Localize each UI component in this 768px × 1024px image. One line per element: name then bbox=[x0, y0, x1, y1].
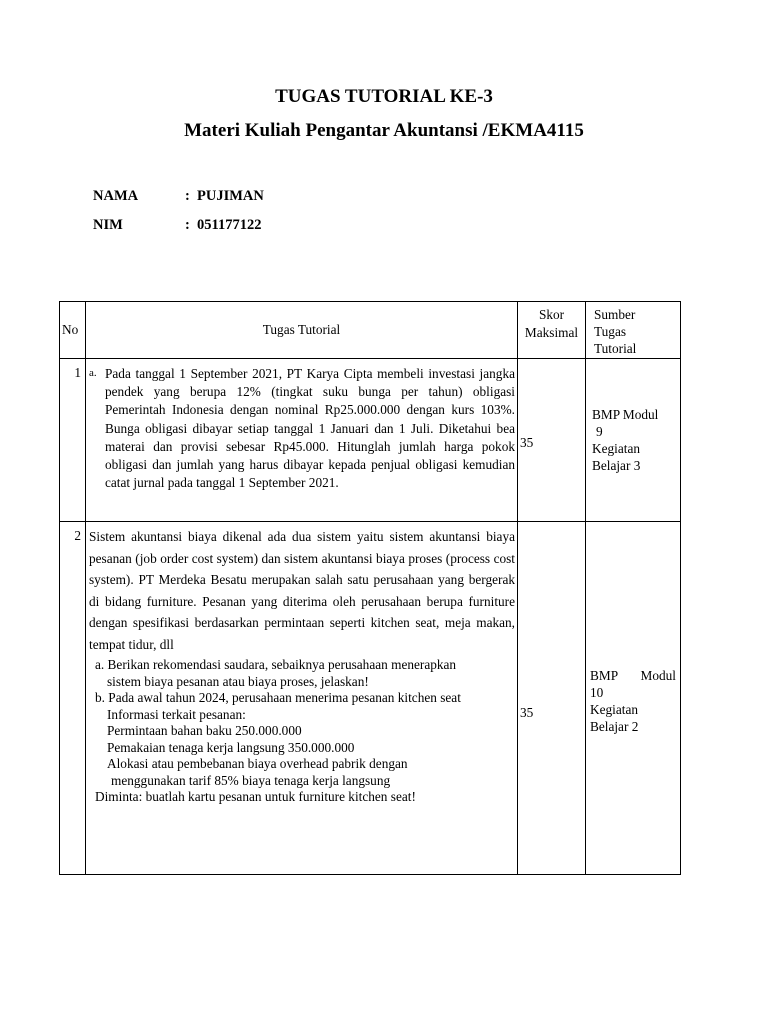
source-word: Modul bbox=[640, 668, 676, 683]
row-skor: 35 bbox=[518, 359, 586, 522]
task-items bbox=[89, 657, 515, 806]
item-b-line: Informasi terkait pesanan: bbox=[107, 706, 246, 722]
row-number: 1 bbox=[60, 359, 86, 522]
name-separator: : bbox=[185, 188, 190, 204]
header-source-line2: Tugas bbox=[594, 324, 627, 339]
header-skor-line2: Maksimal bbox=[524, 325, 579, 340]
row-task bbox=[86, 359, 518, 522]
table-header-row bbox=[60, 302, 681, 359]
task-intro: Sistem akuntansi biaya dikenal ada dua sistem yaitu sistem akuntansi biaya pesanan (job order cost system) dan sistem akuntansi biaya proses (process cost system). PT Merdeka Besatu merupakan salah satu perusahaan yang bergerak di bidang furniture. Pesanan yang diterima oleh perusahaan berupa furniture dengan spesifikasi berdasarkan permintaan seperti kitchen seat, meja makan, tempat tidur, dll bbox=[89, 529, 515, 652]
row-number: 2 bbox=[60, 522, 86, 875]
student-nim-line bbox=[93, 217, 261, 234]
row-source bbox=[586, 359, 681, 522]
nim-label: NIM bbox=[93, 217, 123, 233]
source-line bbox=[590, 667, 680, 684]
header-source bbox=[586, 302, 681, 359]
header-no: No bbox=[60, 302, 86, 359]
item-b-line: b. Pada awal tahun 2024, perusahaan menerima pesanan kitchen seat bbox=[95, 690, 461, 705]
table-row bbox=[60, 522, 681, 875]
item-a-line: a. Berikan rekomendasi saudara, sebaiknya perusahaan menerapkan bbox=[95, 657, 457, 672]
source-line: Kegiatan bbox=[592, 441, 640, 456]
document-subtitle: Materi Kuliah Pengantar Akuntansi /EKMA4115 bbox=[184, 120, 584, 141]
row-skor: 35 bbox=[518, 522, 586, 875]
nim-value: 051177122 bbox=[197, 217, 262, 233]
header-skor bbox=[518, 302, 586, 359]
source-line: 9 bbox=[596, 424, 603, 439]
header-source-line1: Sumber bbox=[594, 307, 636, 322]
row-task bbox=[86, 522, 518, 875]
row-source bbox=[586, 522, 681, 875]
source-line: Belajar 3 bbox=[592, 458, 641, 473]
header-task: Tugas Tutorial bbox=[86, 302, 518, 359]
source-line: BMP Modul bbox=[592, 407, 659, 422]
source-word: BMP bbox=[590, 668, 619, 683]
item-a-line: sistem biaya pesanan atau biaya proses, jelaskan! bbox=[107, 673, 369, 689]
student-name-line bbox=[93, 188, 264, 205]
header-source-line3: Tutorial bbox=[594, 341, 637, 356]
name-label: NAMA bbox=[93, 188, 139, 204]
item-b-line: Pemakaian tenaga kerja langsung 350.000.000 bbox=[107, 739, 355, 755]
source-line: Belajar 2 bbox=[590, 719, 639, 734]
table-row bbox=[60, 359, 681, 522]
header-skor-line1: Skor bbox=[538, 307, 565, 322]
source-line: 10 bbox=[590, 685, 604, 700]
task-text: Pada tanggal 1 September 2021, PT Karya Cipta membeli investasi jangka pendek yang berupa 12% (tingkat suku bunga per tahun) obligasi Pemerintah Indonesia dengan nominal Rp25.000.000 dengan kurs 103%. Bunga obligasi dibayar setiap tanggal 1 Januari dan 1 Juli. Diketahui bea materai dan provisi sebesar Rp45.000. Hitunglah jumlah harga pokok obligasi dan jumlah yang harus dibayar kepada penjual obligasi kemudian catat jurnal pada tanggal 1 September 2021. bbox=[105, 366, 515, 491]
item-marker: a. bbox=[89, 367, 97, 379]
item-b-line: Alokasi atau pembebanan biaya overhead pabrik dengan bbox=[107, 756, 408, 771]
item-b-line: Permintaan bahan baku 250.000.000 bbox=[107, 723, 302, 738]
item-b-line: menggunakan tarif 85% biaya tenaga kerja langsung bbox=[111, 772, 391, 788]
task-closing: Diminta: buatlah kartu pesanan untuk furniture kitchen seat! bbox=[95, 789, 416, 804]
document-title: TUGAS TUTORIAL KE-3 bbox=[275, 86, 493, 107]
source-line: Kegiatan bbox=[590, 702, 638, 717]
tutorial-table bbox=[59, 301, 681, 875]
name-value: PUJIMAN bbox=[197, 188, 264, 204]
nim-separator: : bbox=[185, 217, 190, 233]
